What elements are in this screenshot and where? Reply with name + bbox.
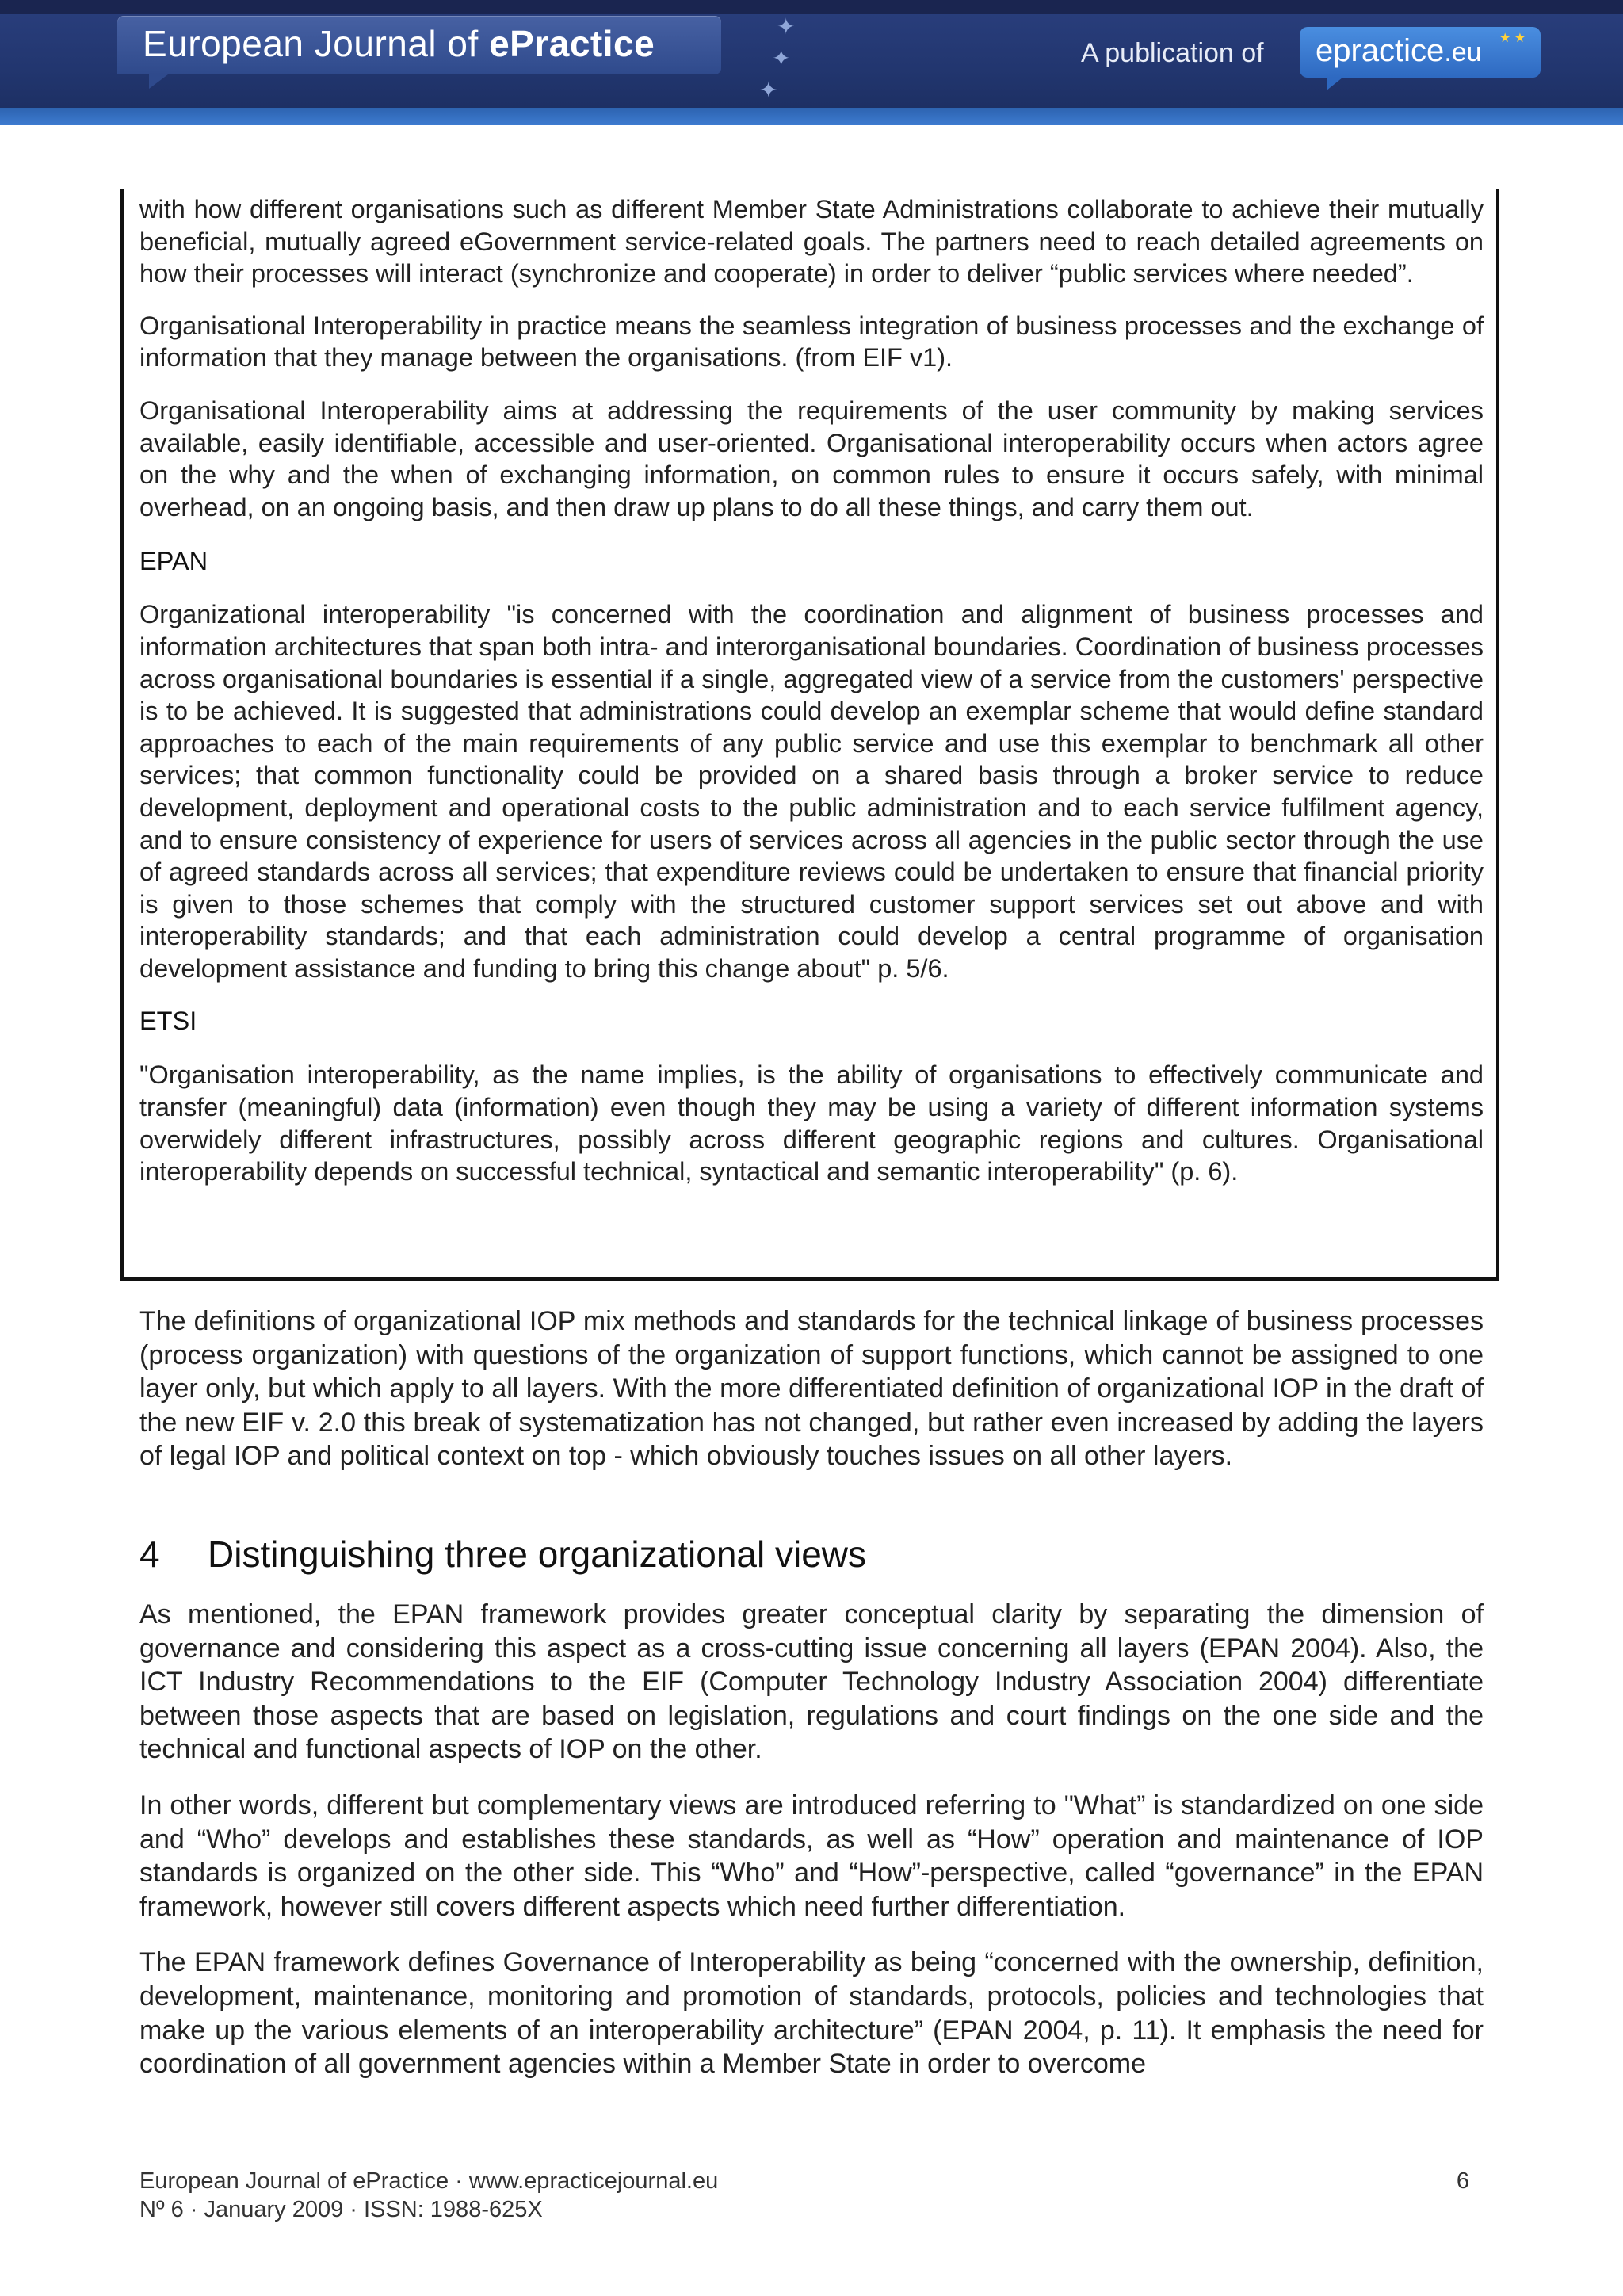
section-4-body	[139, 1598, 1484, 2081]
page-number: 6	[1456, 2168, 1469, 2194]
logo-stars-icon: ★ ★	[1499, 32, 1526, 45]
banner-bottom-strip	[0, 108, 1623, 125]
publication-of-text: A publication of	[1081, 38, 1264, 68]
footer-line-1: European Journal of ePractice · www.epracticejournal.eu	[139, 2168, 719, 2194]
box-paragraph-2: Organisational Interoperability in practice means the seamless integration of business processes and the exchange of information that they manage between the organisations. (from EIF v1).	[139, 311, 1484, 372]
section-number: 4	[139, 1534, 160, 1575]
banner-top-strip	[0, 0, 1623, 14]
footer-line-2: Nº 6 · January 2009 · ISSN: 1988-625X	[139, 2197, 543, 2222]
section-paragraph-1: As mentioned, the EPAN framework provides greater conceptual clarity by separating the dimension of governance and considering this aspect as a cross-cutting issue concerning all layers (EPAN 2004). Also, the ICT Industry Recommendations to the EIF (Computer Technology Industry Association 2004) differentiate between those aspects that are based on legislation, regulations and court findings on the one side and the technical and functional aspects of IOP on the other.	[139, 1599, 1484, 1765]
journal-title-light: European Journal of	[143, 23, 490, 64]
box-paragraph-3: Organisational Interoperability aims at addressing the requirements of the user community by making services available, easily identifiable, accessible and user-oriented. Organisational interoperability occurs when actors agree on the why and the when of exchanging information, on common rules to ensure it occurs safely, with minimal overhead, on an ongoing basis, and then draw up plans to do all these things, and carry them out.	[139, 395, 1484, 521]
box-paragraph-epan: Organizational interoperability "is concerned with the coordination and alignment of business processes and information architectures that span both intra- and interorganisational boundaries. Coordination of business processes across organisational boundaries is essential if a single, aggregated view of a service from the customers' perspective is to be achieved. It is suggested that administrations could develop an exemplar scheme that would define standard approaches to each of the main requirements of any public service and use this exemplar to benchmark all other services; that common functionality could be provided on a shared basis through a broker service to reduce development, deployment and operational costs to the public administration and to each service fulfilment agency, and to ensure consistency of experience for users of services across all agencies in the public sector through the use of agreed standards across all services; that expenditure reviews could be undertaken to ensure that financial priority is given to those schemes that comply with the structured customer support services set out above and with interoperability standards; and that each administration could develop a central programme of organisation development assistance and funding to bring this change about" p. 5/6.	[139, 600, 1484, 983]
body-section-intro	[139, 1305, 1484, 1473]
section-title: Distinguishing three organizational views	[208, 1534, 867, 1575]
logo-suffix: .eu	[1444, 37, 1482, 67]
journal-title-bold: ePractice	[489, 23, 655, 64]
label-etsi: ETSI	[139, 1007, 197, 1036]
logo-main: epractice	[1316, 33, 1445, 68]
section-heading	[139, 1533, 866, 1576]
box-paragraph-etsi: "Organisation interoperability, as the name implies, is the ability of organisations to effectively communicate and transfer (meaningful) data (information) even though they may be using a variety of different information systems overwidely different infrastructures, possibly across different geographic regions and cultures. Organisational interoperability depends on successful technical, syntactical and semantic interoperability" (p. 6).	[139, 1060, 1484, 1186]
journal-title	[143, 22, 655, 65]
epractice-logo-text	[1316, 33, 1482, 69]
paragraph-after-box: The definitions of organizational IOP mix methods and standards for the technical linkage of business processes (process organization) with questions of the organization of support functions, which cannot be assigned to one layer only, but which apply to all layers. With the more differentiated definition of organizational IOP in the draft of the new EIF v. 2.0 this break of systematization has not changed, but rather even increased by adding the layers of legal IOP and political context on top - which obviously touches issues on all other layers.	[139, 1306, 1484, 1472]
section-paragraph-2: In other words, different but complementary views are introduced referring to "What” is standardized on one side and “Who” develops and establishes these standards, as well as “How” operation and maintenance of IOP standards is organized on the other side. This “Who” and “How”-perspective, called “governance” in the EPAN framework, however still covers different aspects which need further differentiation.	[139, 1790, 1484, 1922]
journal-header-banner: European Journal of ePractice ✦ ✦ ✦ A publication of epractice.eu ★ ★	[0, 0, 1623, 125]
label-epan: EPAN	[139, 547, 208, 576]
page-footer	[139, 2167, 718, 2224]
section-paragraph-3: The EPAN framework defines Governance of Interoperability as being “concerned with the ownership, definition, development, maintenance, monitoring and promotion of standards, protocols, policies and technologies that make up the various elements of an interoperability architecture” (EPAN 2004, p. 11). It emphasis the need for coordination of all government agencies within a Member State in order to overcome	[139, 1947, 1484, 2080]
definitions-box-content	[139, 193, 1484, 1188]
box-paragraph-1: with how different organisations such as different Member State Administrations collaborate to achieve their mutually beneficial, mutually agreed eGovernment service-related goals. The partners need to reach detailed agreements on how their processes will interact (synchronize and cooperate) in order to deliver “public services where needed”.	[139, 195, 1484, 288]
